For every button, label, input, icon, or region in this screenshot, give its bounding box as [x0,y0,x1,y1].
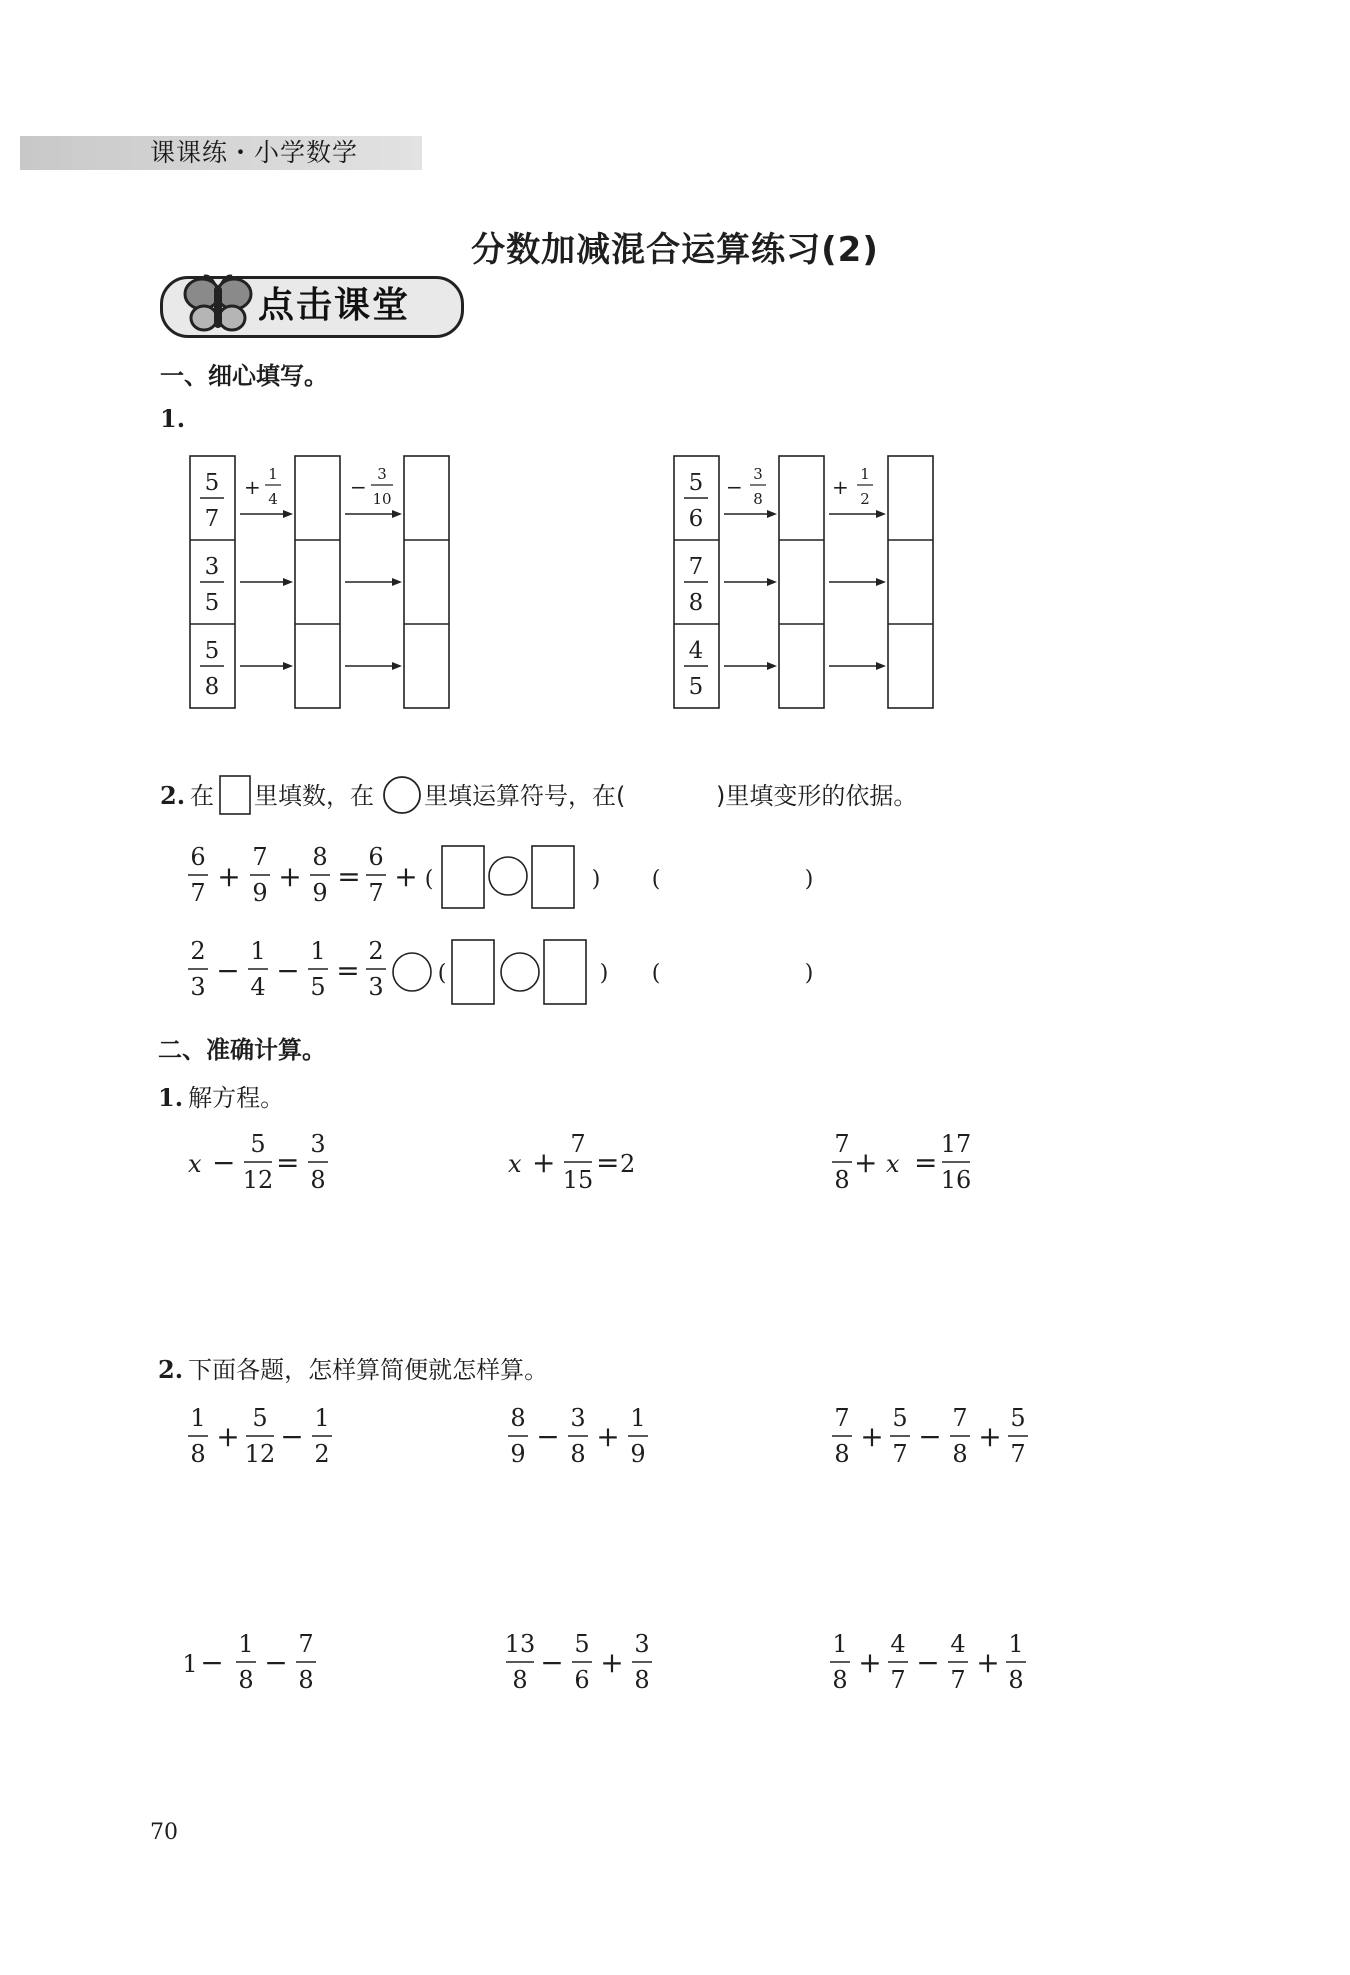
open-paren: ( [437,961,447,986]
operator-sign: − [276,954,300,987]
frac-num: 17 [940,1130,972,1158]
frac-den: 9 [510,1440,526,1468]
question-number: 1. [158,1083,184,1112]
operator-sign: + [217,860,241,893]
frac-num: 1 [238,1630,254,1658]
question-text: 解方程。 [188,1084,285,1112]
operator-sign: − [540,1646,564,1679]
question-2-1 [158,1078,284,1113]
operator-sign: − [264,1646,288,1679]
frac-den: 12 [242,1166,274,1194]
frac-den: 5 [688,674,704,700]
frac-num: 1 [630,1404,646,1432]
operator-sign: − [280,1420,304,1453]
frac-den: 9 [312,879,328,907]
frac-den: 7 [950,1666,966,1694]
operator-sign: − [212,1146,236,1179]
frac-num: 7 [834,1404,850,1432]
operator-sign: − [200,1646,224,1679]
section-two-heading: 二、准确计算。 [158,1036,326,1064]
frac-num: 5 [892,1404,908,1432]
frac-den: 8 [688,590,704,616]
equals-sign: = [596,1146,620,1179]
frac-num: 13 [504,1630,536,1658]
frac-den: 9 [252,879,268,907]
frac-num: 6 [190,843,206,871]
frac-den: 3 [368,973,384,1001]
frac-num: 3 [753,465,763,483]
frac-den: 8 [238,1666,254,1694]
frac-den: 4 [250,973,266,1001]
number-box-icon [220,776,250,814]
frac-den: 8 [834,1440,850,1468]
frac-num: 7 [298,1630,314,1658]
instruction-text: 在 [190,782,214,810]
frac-num: 8 [312,843,328,871]
frac-num: 7 [570,1130,586,1158]
instruction-text: )里填变形的依据。 [716,782,918,810]
operator-sign: + [600,1646,624,1679]
frac-num: 3 [634,1630,650,1658]
operator-sign: + [860,1420,884,1453]
close-paren: ) [599,961,609,986]
reason-close-paren: ) [804,867,814,892]
lead-number: 1 [182,1650,198,1678]
butterfly-icon [180,272,256,338]
operator-sign: + [978,1420,1002,1453]
frac-den: 6 [574,1666,590,1694]
frac-num: 5 [204,638,220,664]
frac-den: 8 [753,490,763,508]
answer-box [544,940,586,1004]
frac-num: 2 [190,937,206,965]
frac-num: 4 [890,1630,906,1658]
frac-num: 1 [860,465,870,483]
question-1-number: 1. [160,404,186,433]
variable-x: x [188,1150,202,1178]
frac-den: 5 [310,973,326,1001]
frac-num: 5 [250,1130,266,1158]
frac-den: 8 [190,1440,206,1468]
reason-open-paren: ( [651,867,661,892]
frac-den: 5 [204,590,220,616]
frac-num: 1 [268,465,278,483]
operator-circle [393,953,431,991]
operator-sign: − [216,954,240,987]
frac-den: 8 [310,1166,326,1194]
equals-sign: = [276,1146,300,1179]
open-paren: ( [424,867,434,892]
equals-sign: = [337,860,361,893]
operator-circle-icon [384,777,420,813]
frac-num: 1 [832,1630,848,1658]
frac-num: 4 [688,638,704,664]
frac-num: 7 [834,1130,850,1158]
frac-den: 12 [244,1440,276,1468]
instruction-text: 里填数，在 [254,782,374,810]
answer-box [442,846,484,908]
rhs-value: 2 [620,1150,636,1178]
operator-sign: − [916,1646,940,1679]
frac-num: 5 [688,470,704,496]
operator-sign: − [350,475,367,499]
frac-num: 3 [377,465,387,483]
operator-sign: + [394,860,418,893]
fill-diagram-1 [186,452,456,714]
frac-den: 7 [1010,1440,1026,1468]
close-paren: ) [591,867,601,892]
frac-num: 4 [950,1630,966,1658]
frac-den: 8 [952,1440,968,1468]
frac-den: 8 [570,1440,586,1468]
frac-num: 3 [310,1130,326,1158]
frac-den: 7 [190,879,206,907]
answer-box [532,846,574,908]
equals-sign: = [336,954,360,987]
frac-den: 8 [204,674,220,700]
question-number: 2. [158,1355,184,1384]
section-one-heading: 一、细心填写。 [160,362,328,390]
question-2-instruction [150,770,1170,820]
simplify-row-2 [180,1624,1080,1702]
operator-sign: + [216,1420,240,1453]
frac-num: 7 [688,554,704,580]
frac-den: 7 [368,879,384,907]
operator-sign: + [596,1420,620,1453]
operator-sign: + [244,475,261,499]
frac-den: 9 [630,1440,646,1468]
operator-circle [501,953,539,991]
frac-den: 8 [634,1666,650,1694]
fill-diagram-2 [670,452,940,714]
operator-sign: + [532,1146,556,1179]
frac-den: 8 [298,1666,314,1694]
frac-num: 3 [570,1404,586,1432]
frac-num: 6 [368,843,384,871]
frac-num: 3 [204,554,220,580]
banner-text: 点击课堂 [258,285,411,326]
frac-num: 5 [574,1630,590,1658]
equals-sign: = [914,1146,938,1179]
question-2-2 [158,1350,548,1385]
page-title: 分数加减混合运算练习(2) [471,230,879,270]
frac-den: 10 [372,490,392,508]
frac-den: 7 [204,506,220,532]
question-text: 下面各题，怎样算简便就怎样算。 [188,1356,549,1384]
frac-num: 2 [368,937,384,965]
frac-num: 5 [204,470,220,496]
question-2-number: 2. [160,781,186,810]
operator-circle [489,857,527,895]
frac-den: 8 [1008,1666,1024,1694]
variable-x: x [886,1150,900,1178]
equations-to-solve [180,1124,1080,1202]
frac-den: 16 [940,1166,972,1194]
operator-sign: + [278,860,302,893]
frac-den: 6 [688,506,704,532]
answer-box [452,940,494,1004]
frac-num: 1 [314,1404,330,1432]
operator-sign: + [832,475,849,499]
header-text: 课课练・小学数学 [150,138,359,167]
frac-num: 1 [250,937,266,965]
frac-num: 5 [1010,1404,1026,1432]
operator-sign: + [854,1146,878,1179]
frac-den: 7 [892,1440,908,1468]
frac-den: 2 [314,1440,330,1468]
frac-den: 3 [190,973,206,1001]
frac-den: 8 [512,1666,528,1694]
operator-sign: + [858,1646,882,1679]
operator-sign: − [726,475,743,499]
frac-num: 7 [252,843,268,871]
fill-equation-2 [176,928,856,1014]
frac-num: 1 [190,1404,206,1432]
variable-x: x [508,1150,522,1178]
frac-den: 2 [860,490,870,508]
instruction-text: 里填运算符号，在( [424,782,626,810]
page-number: 70 [150,1820,178,1845]
reason-open-paren: ( [651,961,661,986]
frac-den: 8 [832,1666,848,1694]
reason-close-paren: ) [804,961,814,986]
frac-den: 4 [268,490,278,508]
frac-den: 15 [562,1166,594,1194]
frac-num: 1 [310,937,326,965]
simplify-row-1 [180,1398,1080,1476]
operator-sign: − [918,1420,942,1453]
frac-num: 5 [252,1404,268,1432]
frac-num: 8 [510,1404,526,1432]
fill-equation-1 [176,834,856,920]
frac-den: 7 [890,1666,906,1694]
operator-sign: + [976,1646,1000,1679]
operator-sign: − [536,1420,560,1453]
frac-num: 1 [1008,1630,1024,1658]
frac-num: 7 [952,1404,968,1432]
frac-den: 8 [834,1166,850,1194]
